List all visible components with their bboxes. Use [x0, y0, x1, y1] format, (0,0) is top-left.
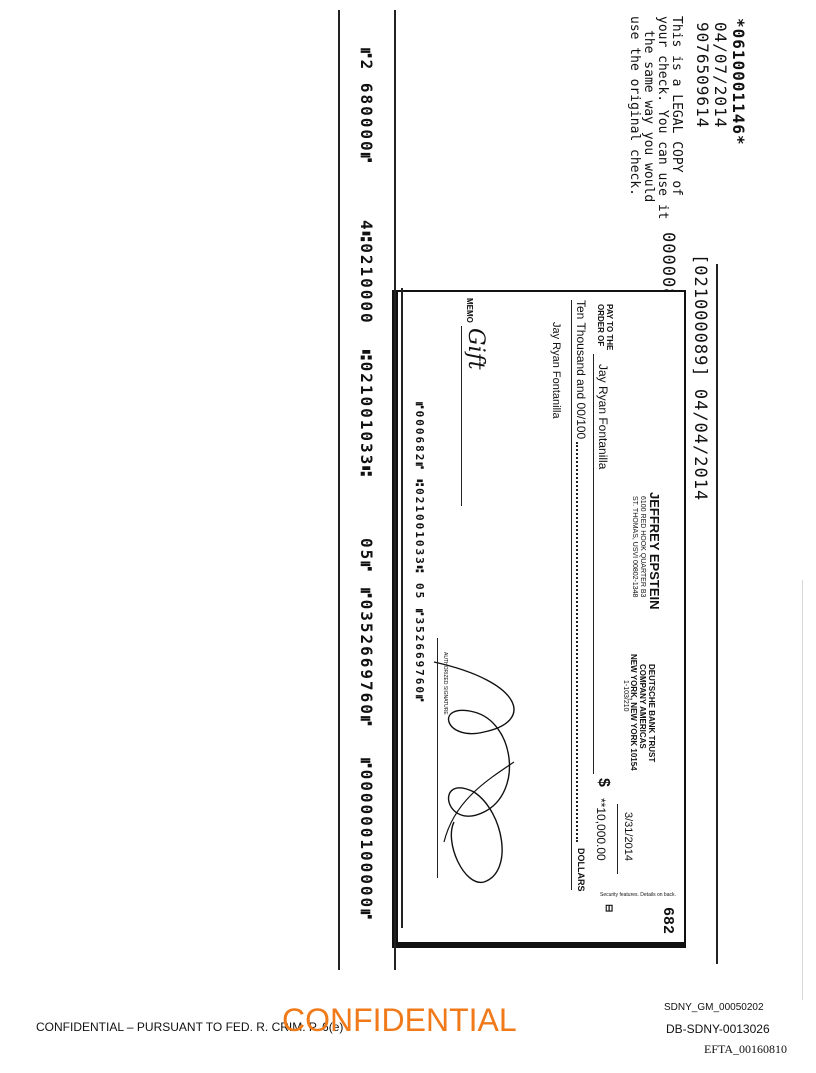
check-lower-rule	[401, 288, 403, 928]
scan-edge	[802, 580, 803, 1000]
legal-notice-line-3: the same way you would	[641, 30, 656, 203]
pay-to-label-line-2: ORDER OF	[596, 304, 605, 347]
payee-address: Jay Ryan Fontanilla	[550, 322, 562, 419]
processed-date: 04/07/2014	[711, 22, 730, 129]
bates-number-3: EFTA_00160810	[704, 1042, 788, 1056]
memo-label: MEMO	[465, 298, 474, 323]
amount-line	[571, 300, 572, 890]
check	[392, 290, 686, 948]
bank-name-2: COMPANY AMERICAS	[638, 664, 647, 749]
bates-number-2: DB-SDNY-0013026	[666, 1022, 770, 1036]
bottom-micr-1: ⑈000000100000⑈	[357, 758, 376, 921]
confidential-footer: CONFIDENTIAL – PURSUANT TO FED. R. CRIM. P. 6(e)	[36, 1020, 344, 1034]
date-line	[617, 804, 618, 874]
bank-stamp	[690, 254, 710, 501]
legal-notice-line-4: use the original check.	[627, 16, 642, 197]
sequence-number: *0610001146*	[729, 18, 748, 146]
dollar-sign: $	[595, 778, 612, 787]
bottom-micr-3: 05⑈	[357, 538, 376, 573]
amount-words: Ten Thousand and 00/100	[574, 300, 588, 440]
memo-value: Gift	[463, 328, 488, 370]
check-number: 682	[659, 906, 676, 934]
dollars-label: DOLLARS	[576, 848, 586, 892]
rotated-check-image	[268, 8, 748, 968]
bottom-micr-6: ⑈2 680000⑈	[357, 48, 376, 165]
signature-label: AUTHORIZED SIGNATURE	[442, 652, 448, 715]
bottom-micr-2: ⑈0352669760⑈	[357, 588, 376, 728]
bottom-micr-5: 4⑆0210000	[357, 220, 376, 325]
check-micr-line: ⑈000682⑈ ⑆021001033⑆ 05 ⑈352669760⑈	[413, 402, 426, 704]
drawer-name: JEFFREY EPSTEIN	[647, 492, 662, 610]
bank-stamp-date: 04/04/2014	[690, 388, 710, 502]
check-date: 3/31/2014	[622, 812, 634, 861]
bates-number-1: SDNY_GM_00050202	[664, 1002, 764, 1013]
bank-name-1: DEUTSCHE BANK TRUST	[647, 664, 656, 763]
payee-line	[593, 354, 594, 774]
lock-icon: ⊟	[603, 904, 614, 913]
amount-words-fill	[576, 442, 578, 842]
micr-rule-upper	[394, 10, 396, 970]
security-note: Security features. Details on back.	[600, 892, 676, 898]
micr-rule-lower	[338, 10, 340, 970]
drawer-address-2: ST. THOMAS, USVI 00802-1348	[631, 496, 638, 598]
confidential-stamp: CONFIDENTIAL	[282, 1002, 517, 1038]
legal-notice-line-1: This is a LEGAL COPY of	[669, 16, 684, 197]
memo-line	[461, 326, 462, 506]
drawer-address-1: 6100 RED HOOK QUARTER B3	[639, 496, 646, 598]
bank-fraction: 1-103/210	[622, 680, 629, 712]
bank-stamp-routing: [021000089]	[690, 254, 710, 378]
bottom-micr-4: ⑆021001033⑆	[357, 350, 376, 478]
bank-address: NEW YORK, NEW YORK 10154	[629, 654, 638, 771]
payee-name: Jay Ryan Fontanilla	[596, 364, 610, 470]
pay-to-label	[596, 304, 614, 350]
item-number: 9076509614	[693, 22, 712, 129]
signature-line	[437, 638, 438, 878]
amount: **10,000.00	[594, 798, 608, 861]
legal-notice-line-2: your check. You can use it	[655, 16, 670, 220]
endorsement-rule	[716, 264, 718, 964]
pay-to-label-line-1: PAY TO THE	[605, 304, 614, 351]
